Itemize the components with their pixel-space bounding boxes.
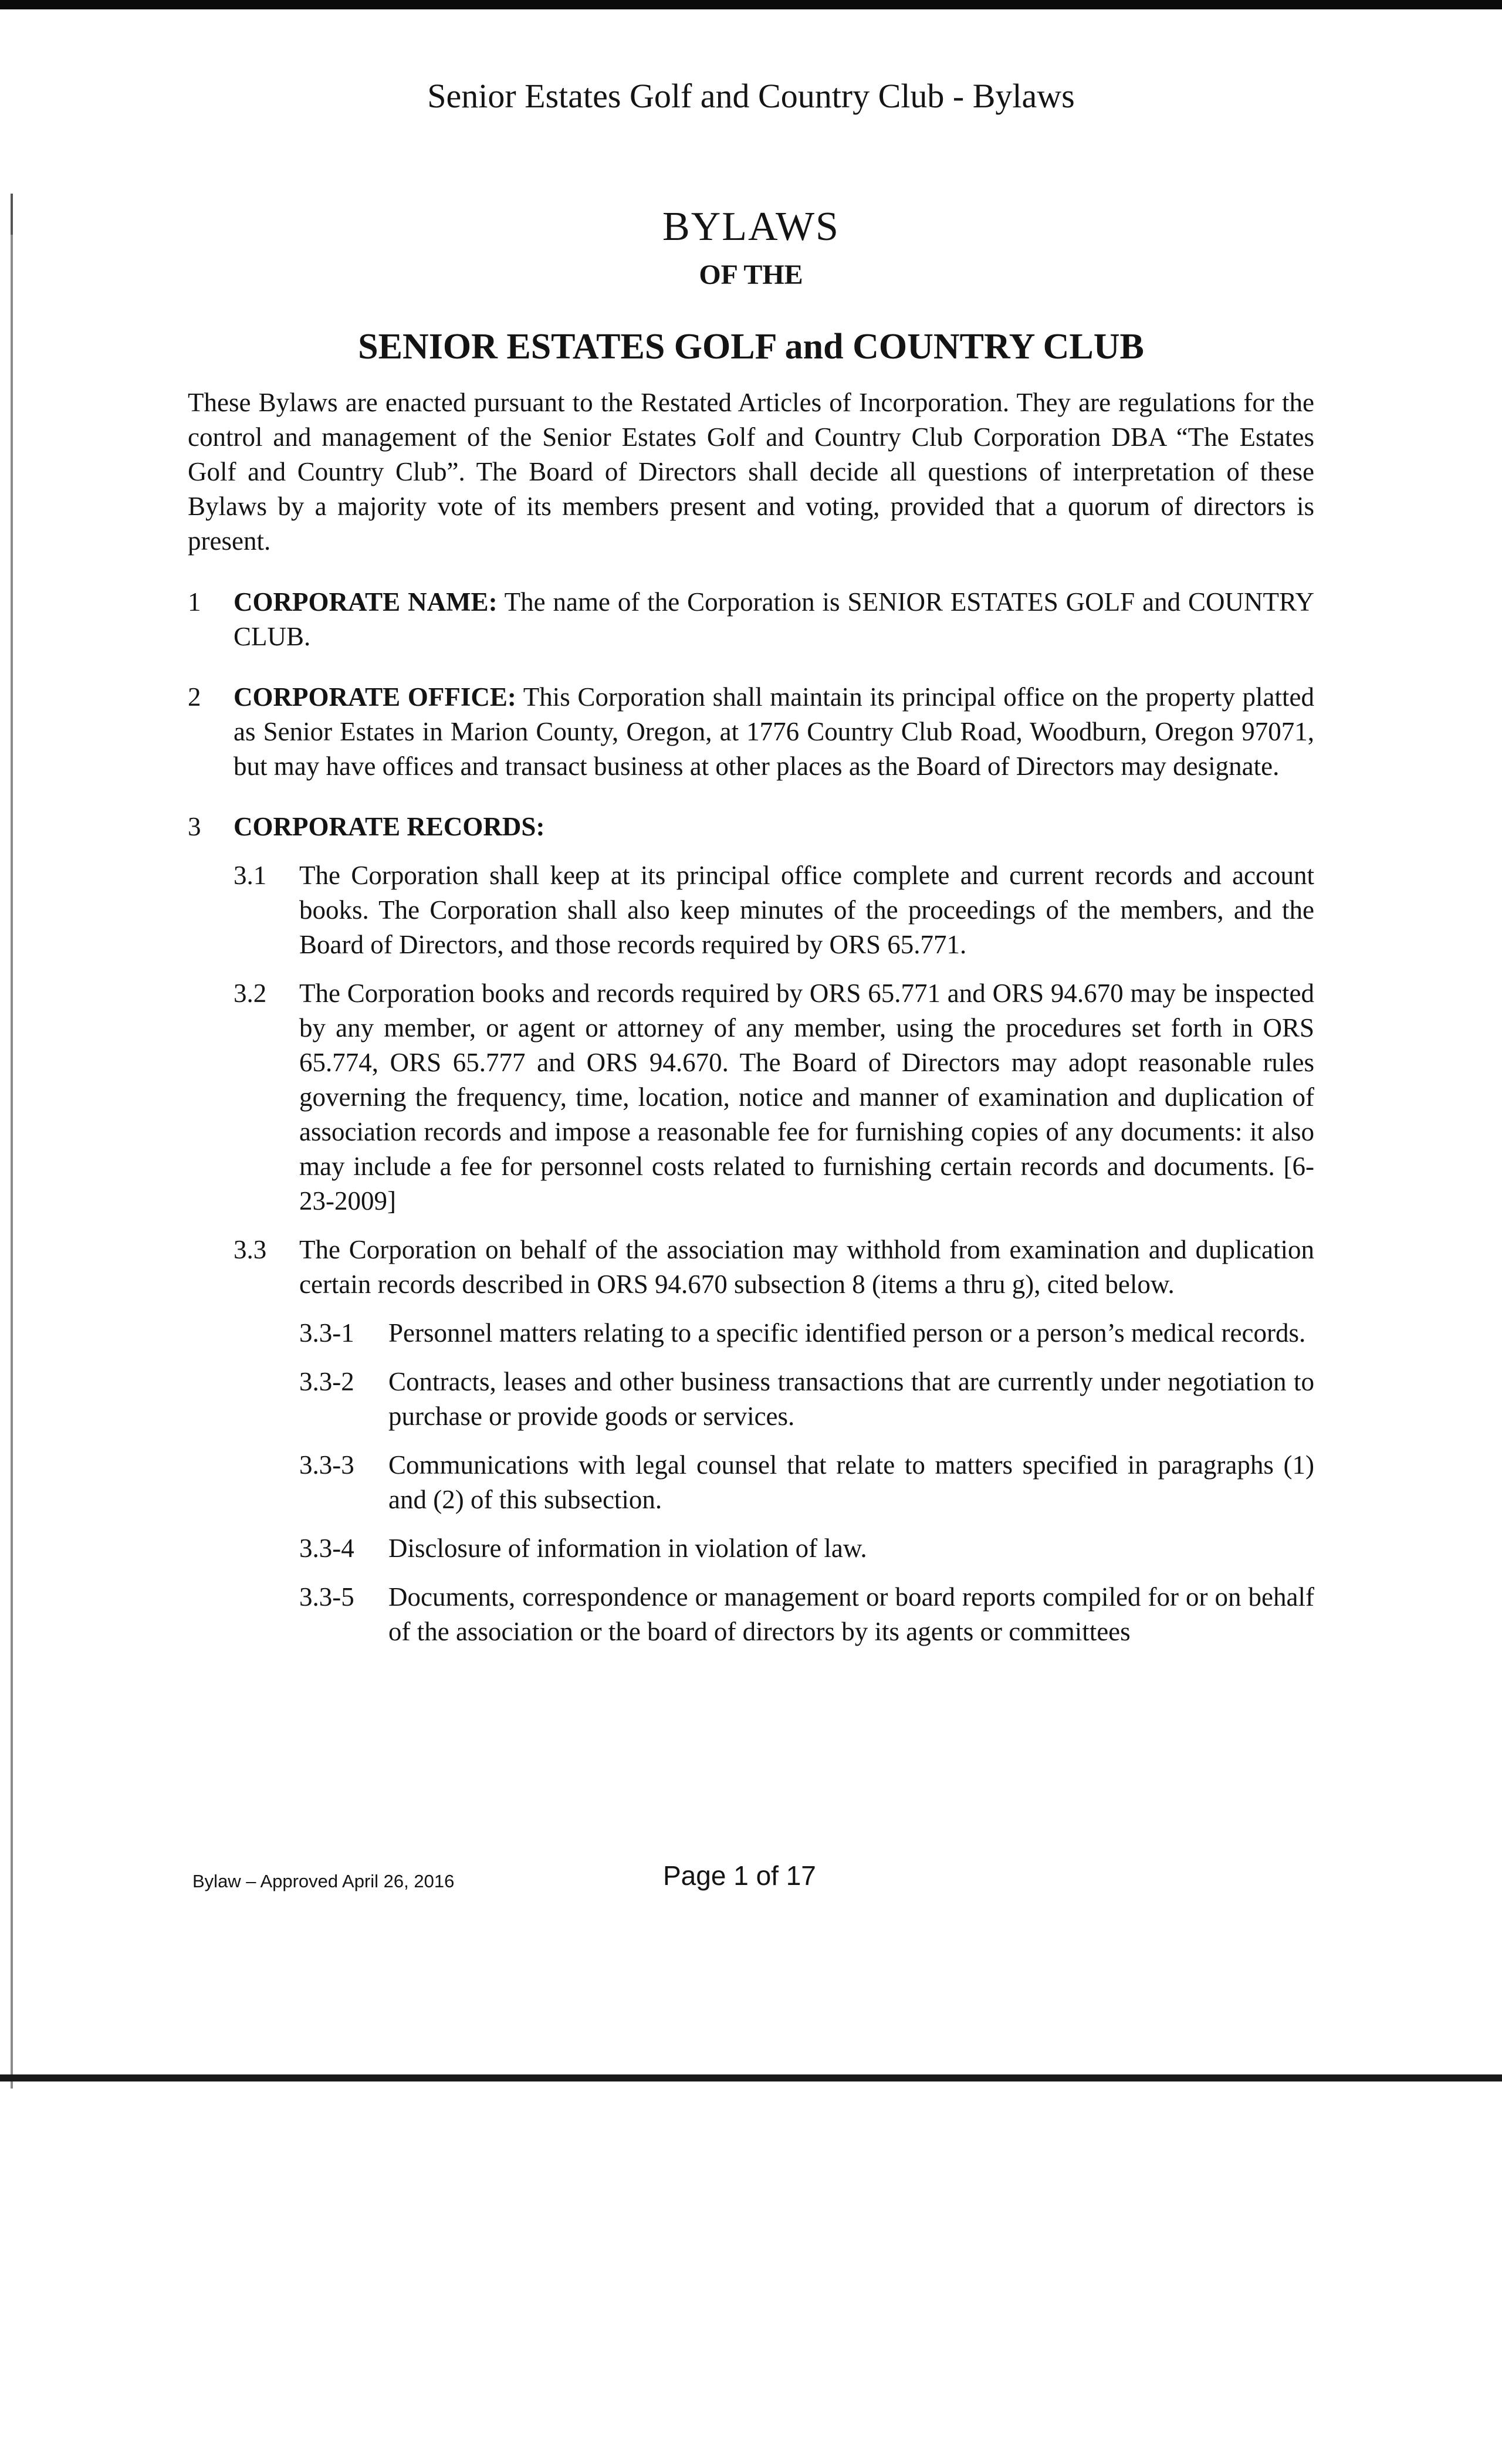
subsection-number: 3.3 — [234, 1235, 267, 1264]
subsection-number: 3.1 — [234, 861, 267, 890]
section-number: 1 — [188, 587, 201, 617]
subsection-text: The Corporation on behalf of the association may withhold from examination and duplication certain records described in ORS 94.670 subsection 8 (items a thru g), cited below. — [299, 1235, 1314, 1299]
section-2 — [188, 680, 1314, 784]
intro-paragraph: These Bylaws are enacted pursuant to the Restated Articles of Incorporation. They are regulations for the control and management of the Senior Estates Golf and Country Club Corporation DBA “The Estates Golf and Country Club”. The Board of Directors shall decide all questions of interpretation of these Bylaws by a majority vote of its members present and voting, provided that a quorum of directors is present. — [188, 388, 1314, 556]
item-3-3-4 — [299, 1531, 1314, 1566]
item-text: Communications with legal counsel that relate to matters specified in paragraphs (1) and (2) of this subsection. — [388, 1450, 1314, 1514]
footer-page-number: Page 1 of 17 — [663, 1860, 816, 1891]
item-3-3-5 — [299, 1580, 1314, 1649]
bottom-scan-rule — [0, 2074, 1502, 2081]
section-text: The name of the Corporation is SENIOR ESTATES GOLF and COUNTRY CLUB. — [234, 587, 1315, 651]
item-number: 3.3-2 — [299, 1367, 354, 1396]
footer-approval-note: Bylaw – Approved April 26, 2016 — [192, 1871, 455, 1891]
item-text: Documents, correspondence or management or board reports compiled for or on behalf of the association or the board of directors by its agents or committees — [388, 1582, 1314, 1646]
subsection-3-1 — [234, 858, 1314, 962]
item-number: 3.3-4 — [299, 1534, 354, 1563]
item-3-3-3 — [299, 1448, 1314, 1517]
item-3-3-2 — [299, 1365, 1314, 1434]
document-title: BYLAWS — [662, 204, 840, 249]
item-number: 3.3-5 — [299, 1582, 354, 1612]
left-margin-scan-line — [11, 199, 13, 2089]
subsection-text: The Corporation books and records required by ORS 65.771 and ORS 94.670 may be inspected by any member, or agent or attorney of any member, using the procedures set forth in ORS 65.774, ORS 65.777 and ORS 94.670. The Board of Directors may adopt reasonable rules governing the frequency, time, location, notice and manner of examination and duplication of association records and impose a reasonable fee for furnishing copies of any documents: it also may include a fee for personnel costs related to furnishing certain records and documents. [6-23-2009] — [299, 979, 1314, 1216]
subsection-text: The Corporation shall keep at its principal office complete and current records and account books. The Corporation shall also keep minutes of the proceedings of the members, and the Board of Directors, and those records required by ORS 65.771. — [299, 861, 1314, 959]
section-heading: CORPORATE RECORDS: — [234, 812, 545, 841]
item-number: 3.3-1 — [299, 1318, 354, 1348]
item-text: Disclosure of information in violation of law. — [388, 1534, 867, 1563]
section-heading: CORPORATE NAME: — [234, 587, 498, 617]
item-number: 3.3-3 — [299, 1450, 354, 1480]
left-margin-scan-mark — [11, 194, 13, 235]
section-heading: CORPORATE OFFICE: — [234, 682, 516, 712]
item-3-3-1 — [299, 1316, 1314, 1351]
section-text: This Corporation shall maintain its principal office on the property platted as Senior Estates in Marion County, Oregon, at 1776 Country Club Road, Woodburn, Oregon 97071, but may have offices and transact business at other places as the Board of Directors may designate. — [234, 682, 1314, 781]
subsection-3-3 — [234, 1233, 1314, 1302]
section-1 — [188, 585, 1314, 654]
item-text: Contracts, leases and other business transactions that are currently under negotiation to purchase or provide goods or services. — [388, 1367, 1314, 1431]
section-number: 3 — [188, 812, 201, 841]
section-number: 2 — [188, 682, 201, 712]
club-title: SENIOR ESTATES GOLF and COUNTRY CLUB — [358, 327, 1144, 367]
item-text: Personnel matters relating to a specific identified person or a person’s medical records. — [388, 1318, 1306, 1348]
subsection-number: 3.2 — [234, 979, 267, 1008]
top-scan-rule — [0, 0, 1502, 9]
subsection-3-2 — [234, 976, 1314, 1219]
section-3 — [188, 810, 1314, 844]
running-header: Senior Estates Golf and Country Club - Bylaws — [427, 77, 1075, 115]
document-page — [188, 76, 1314, 1649]
document-subtitle: OF THE — [699, 259, 803, 290]
